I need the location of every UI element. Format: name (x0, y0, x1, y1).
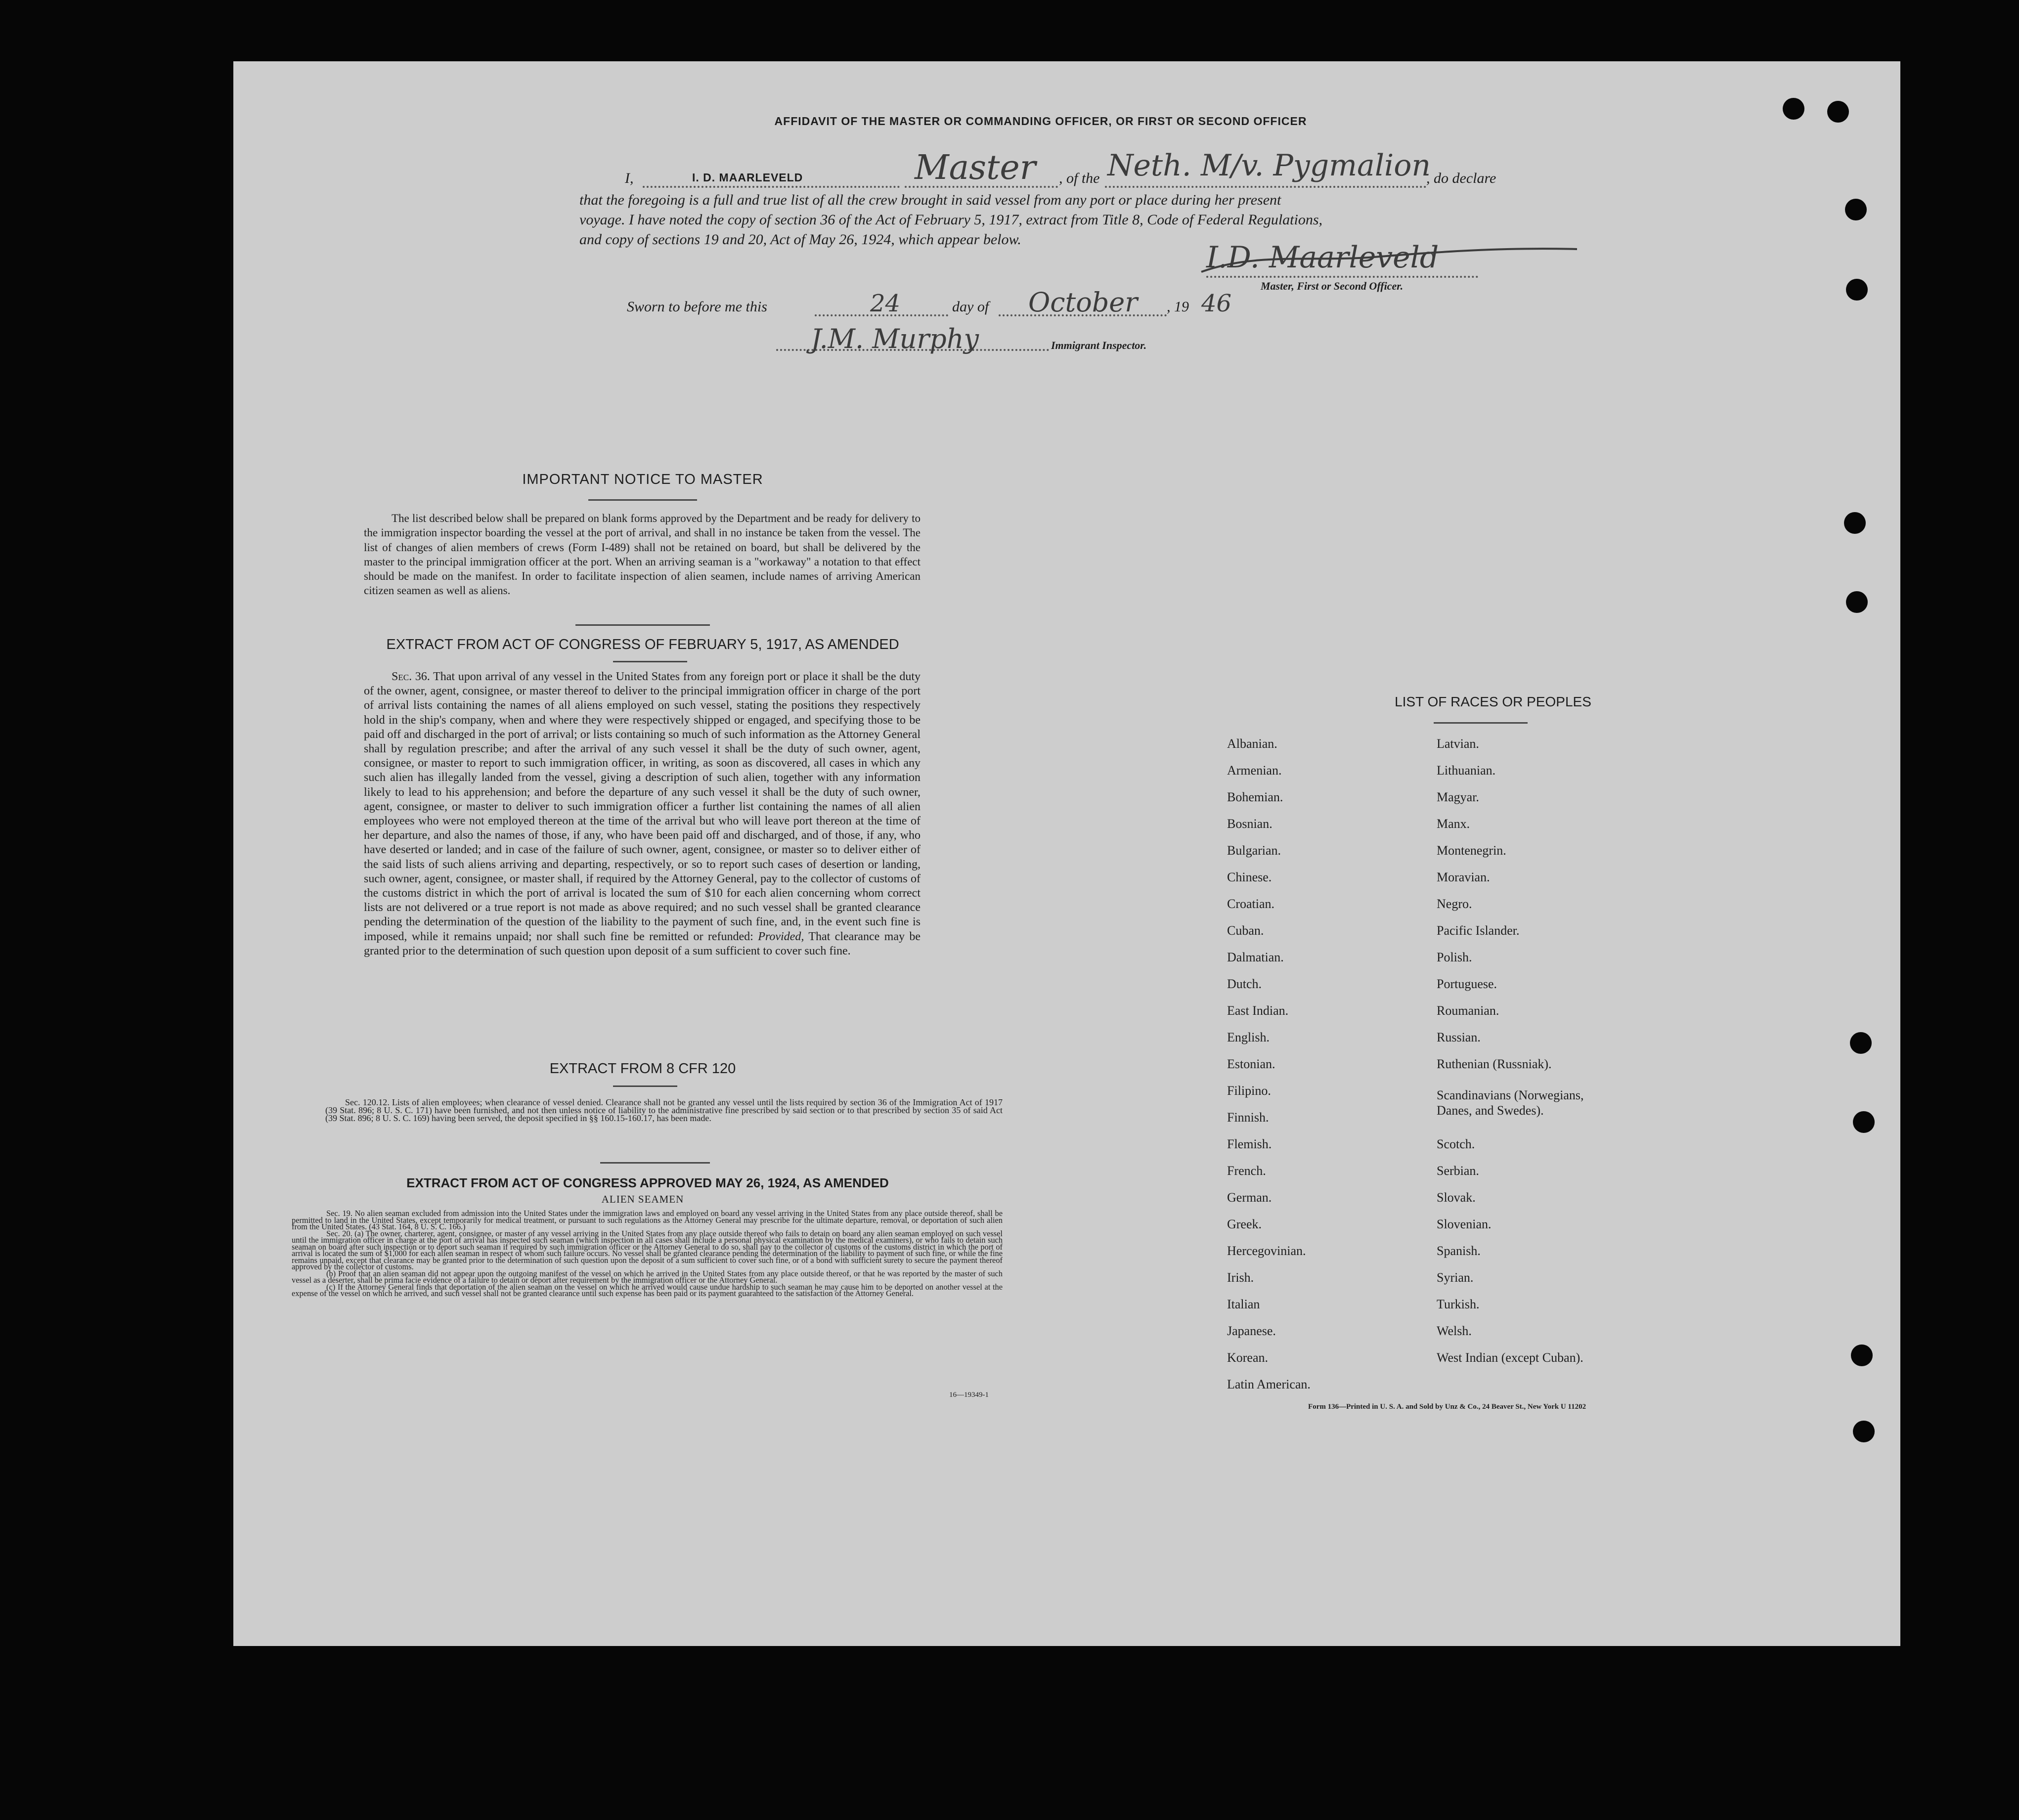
cfr-title: EXTRACT FROM 8 CFR 120 (549, 1061, 736, 1077)
race-right: West Indian (except Cuban). (1437, 1350, 1583, 1365)
affidavit-line-3: voyage. I have noted the copy of section 36 of the Act of February 5, 1917, extract from Title 8, Code of Federal Regulations, (579, 212, 1323, 228)
race-left: Finnish. (1227, 1110, 1269, 1125)
race-right: Roumanian. (1437, 1003, 1499, 1018)
punch-hole (1853, 1111, 1875, 1133)
race-left: Flemish. (1227, 1137, 1272, 1151)
race-left: Irish. (1227, 1270, 1254, 1285)
master-caption: Master, First or Second Officer. (1261, 280, 1404, 292)
race-left: Hercegovinian. (1227, 1244, 1306, 1258)
race-left: East Indian. (1227, 1003, 1289, 1018)
sec-20b-text: (b) Proof that an alien seaman did not appear upon the outgoing manifest of the vessel on which he arrived in the United States from any place outside thereof, or that he was reported by the master of such vessel as a deserter, shall be prima facie evidence of a failure to detain or deport after requirement by the immigration officer or the Attorney General. (292, 1268, 1003, 1285)
race-left: Armenian. (1227, 763, 1282, 778)
race-right: Turkish. (1437, 1297, 1480, 1311)
race-right: Spanish. (1437, 1244, 1481, 1258)
form-code: 16—19349-1 (949, 1391, 989, 1399)
notice-body: The list described below shall be prepared on blank forms approved by the Department and be ready for delivery to the immigration inspector boarding the vessel at the port of arrival, and shall in no instance be taken from the vessel. The list of changes of alien members of crews (Form I-489) shall not be retained on board, but shall be delivered by the master to the principal immigration officer at the port. When an arriving seaman is a "workaway" a notation to that effect should be made on the manifest. In order to facilitate inspection of alien seamen, include names of arriving American citizen seamen as well as aliens. (364, 512, 921, 597)
race-left: Bohemian. (1227, 790, 1283, 804)
race-right: Negro. (1437, 897, 1472, 911)
cfr-end-rule (600, 1162, 710, 1164)
punch-hole (1844, 512, 1866, 534)
race-left: Croatian. (1227, 897, 1275, 911)
race-right: Manx. (1437, 817, 1470, 831)
race-right: Pacific Islander. (1437, 923, 1520, 938)
race-right: Scandinavians (Norwegians, Danes, and Swedes). (1437, 1088, 1584, 1118)
race-left: Japanese. (1227, 1324, 1276, 1338)
affidavit-title: AFFIDAVIT OF THE MASTER OR COMMANDING OFFICER, OR FIRST OR SECOND OFFICER (774, 115, 1307, 128)
sec-20c-text: (c) If the Attorney General finds that deportation of the alien seaman on the vessel on which he arrived would cause undue hardship to such seaman he may cause him to be deported on another vessel at the expense of the vessel on which he arrived, and such vessel shall not be granted clearance until such expense has been paid or its payment guaranteed to the satisfaction of the Attorney General. (292, 1282, 1003, 1298)
master-signature: I.D. Maarleveld (1206, 240, 1439, 275)
race-left: Chinese. (1227, 870, 1272, 884)
provided-label: Provided, (758, 930, 804, 943)
cfr-body: Sec. 120.12. Lists of alien employees; when clearance of vessel denied. Clearance shall not be granted any vessel until the lists required by section 36 of the Immigration Act of 1917 (39 Stat. 896; 8 U. S. C. 171) have been furnished, and not then unless notice of liability to the administrative fine prescribed by said section or to that prescribed by section 35 of said Act (39 Stat. 896; 8 U. S. C. 169) having been served, the deposit specified in §§ 160.15-160.17, has been made. (325, 1097, 1003, 1123)
race-right: Russian. (1437, 1030, 1481, 1044)
notice-title: IMPORTANT NOTICE TO MASTER (522, 472, 763, 487)
race-left: Estonian. (1227, 1057, 1275, 1071)
race-left: Bulgarian. (1227, 843, 1281, 858)
handwritten-day: 24 (870, 290, 901, 317)
race-left: English. (1227, 1030, 1270, 1044)
punch-hole (1846, 279, 1868, 301)
race-right: Slovenian. (1437, 1217, 1492, 1231)
punch-hole (1851, 1344, 1873, 1366)
race-left: Dutch. (1227, 977, 1262, 991)
inspector-caption: Immigrant Inspector. (1051, 339, 1147, 351)
act-1924-title: EXTRACT FROM ACT OF CONGRESS APPROVED MAY 26, 1924, AS AMENDED (406, 1175, 889, 1190)
extract-1917-divider (613, 661, 687, 662)
punch-hole (1850, 1032, 1872, 1054)
name-line (643, 186, 900, 188)
signature-line (1206, 276, 1478, 278)
race-left: Korean. (1227, 1350, 1269, 1365)
sworn-text: Sworn to before me this (627, 299, 767, 315)
race-left: Greek. (1227, 1217, 1262, 1231)
year-prefix: , 19 (1167, 299, 1189, 315)
punch-hole (1783, 98, 1804, 120)
punch-hole (1827, 101, 1849, 123)
extract-1917-body (364, 670, 921, 958)
punch-hole (1853, 1421, 1875, 1442)
race-left: Filipino. (1227, 1083, 1271, 1098)
affidavit-i: I, (625, 170, 634, 186)
sec-36-label: Sec. 36. (392, 670, 430, 683)
notice-end-rule (575, 624, 710, 626)
punch-hole (1845, 199, 1867, 220)
handwritten-year: 46 (1201, 290, 1232, 317)
printer-footer: Form 136—Printed in U. S. A. and Sold by Unz & Co., 24 Beaver St., New York U 11202 (1308, 1403, 1586, 1411)
affidavit-line-2: that the foregoing is a full and true list of all the crew brought in said vessel from any port or place during her present (579, 192, 1281, 208)
race-left: Italian (1227, 1297, 1260, 1311)
race-right: Ruthenian (Russniak). (1437, 1057, 1552, 1071)
extract-1917-title: EXTRACT FROM ACT OF CONGRESS OF FEBRUARY 5, 1917, AS AMENDED (386, 637, 899, 652)
vessel-line (1105, 186, 1426, 188)
race-right: Slovak. (1437, 1190, 1476, 1205)
punch-hole (1846, 591, 1868, 613)
act-1924-subtitle: ALIEN SEAMEN (601, 1193, 684, 1205)
race-right: Latvian. (1437, 737, 1479, 751)
sec-19-text: Sec. 19. No alien seaman excluded from admission into the United States under the immigration laws and employed on board any vessel arriving in the United States from any place outside thereof, shall be permitted to land in the United States, except temporarily for medical treatment, or pursuant to such regulations as the Attorney General may prescribe for the ultimate departure, removal, or deportation of such alien from the United States. (43 Stat. 164, 8 U. S. C. 166.) (292, 1209, 1003, 1231)
master-name: I. D. MAARLEVELD (692, 171, 803, 184)
sec-36-text: That upon arrival of any vessel in the United States from any foreign port or place it shall be the duty of the owner, agent, consignee, or master thereof to deliver to the principal immigration officer in charge of the port of arrival lists containing the names of all aliens employed on such vessel, stating the positions they respectively hold in the ship's company, when and where they were respectively shipped or engaged, and specifying those to be paid off and discharged in the port of arrival; or lists containing so much of such information as the Attorney General shall by regulation prescribe; and after the arrival of any such vessel it shall be the duty of such owner, agent, consignee, or master to report to such immigration officer, in writing, as soon as discovered, all cases in which any such alien has illegally landed from the vessel, giving a description of such alien, together with any information likely to lead to his apprehension; and before the departure of any such vessel it shall be the duty of such owner, agent, consignee, or master to deliver to such immigration officer a further list containing the names of all alien employees who were not employed thereon at the time of the arrival but who will leave port thereon at the time of her departure, and also the names of those, if any, who have been paid off and discharged, and of those, if any, who have deserted or landed; and in case of the failure of such owner, agent, consignee, or master so to deliver either of the said lists of such aliens arriving and departing, respectively, or so to report such cases of desertion or landing, such owner, agent, consignee, or master shall, if required by the Attorney General, pay to the collector of customs of the customs district in which the port of arrival is located the sum of $10 for each alien concerning whom correct lists are not delivered or a true report is not made as above required; and no such vessel shall be granted clearance pending the determination of the question of the liability to the payment of such fine, and, in the event such fine is imposed, while it remains unpaid; nor shall such fine be remitted or refunded: (364, 670, 921, 943)
notice-divider (588, 499, 697, 501)
affidavit-line-4: and copy of sections 19 and 20, Act of May 26, 1924, which appear below. (579, 231, 1021, 248)
races-divider (1434, 722, 1528, 724)
race-right: Portuguese. (1437, 977, 1497, 991)
race-right: Scotch. (1437, 1137, 1475, 1151)
race-left: Dalmatian. (1227, 950, 1284, 964)
sec-36-tail: That clearance may be granted prior to the determination of such question upon deposit of a sum sufficient to cover such fine. (364, 930, 921, 957)
handwritten-inspector: J.M. Murphy (811, 323, 979, 354)
race-right: Serbian. (1437, 1164, 1479, 1178)
race-left: Bosnian. (1227, 817, 1273, 831)
day-of-text: day of (952, 299, 989, 315)
race-right: Polish. (1437, 950, 1472, 964)
race-right: Montenegrin. (1437, 843, 1506, 858)
race-right: Syrian. (1437, 1270, 1474, 1285)
races-title: LIST OF RACES OR PEOPLES (1395, 694, 1591, 709)
race-right: Moravian. (1437, 870, 1490, 884)
race-right: Lithuanian. (1437, 763, 1496, 778)
declare-text: , do declare (1426, 170, 1496, 186)
of-the-text: , of the (1059, 170, 1100, 186)
sec-20a-text: Sec. 20. (a) The owner, charterer, agent, consignee, or master of any vessel arriving in the United States from any place outside thereof who fails to detain on board any alien seaman employed on such vessel until the immigration officer in charge at the port of arrival has inspected such seaman (which inspection in all cases shall include a personal physical examination by the medical examiners), or who fails to detain such seaman on board after such inspection or to deport such seaman if required by such immigration officer or the Attorney General to do so, shall pay to the collector of customs of the customs district in which the port of arrival is located the sum of $1,000 for each alien seaman in respect of whom such failure occurs. No vessel shall be granted clearance pending the determination of the liability to payment of such fine, or while the fine remains unpaid, except that clearance may be granted prior to the determination of such question upon the deposit of a sum sufficient to cover such fine, or of a bond with sufficient surety to secure the payment thereof approved by the collector of customs. (292, 1228, 1003, 1271)
race-right: Magyar. (1437, 790, 1479, 804)
race-right: Welsh. (1437, 1324, 1472, 1338)
race-left: German. (1227, 1190, 1272, 1205)
race-left: Albanian. (1227, 737, 1277, 751)
cfr-divider (613, 1085, 677, 1087)
race-left: Latin American. (1227, 1377, 1311, 1391)
handwritten-month: October (1028, 287, 1138, 318)
race-left: Cuban. (1227, 923, 1264, 938)
handwritten-role: Master (915, 148, 1036, 187)
act-1924-body (292, 1210, 1003, 1297)
handwritten-vessel: Neth. M/v. Pygmalion (1107, 148, 1431, 183)
race-left: French. (1227, 1164, 1266, 1178)
